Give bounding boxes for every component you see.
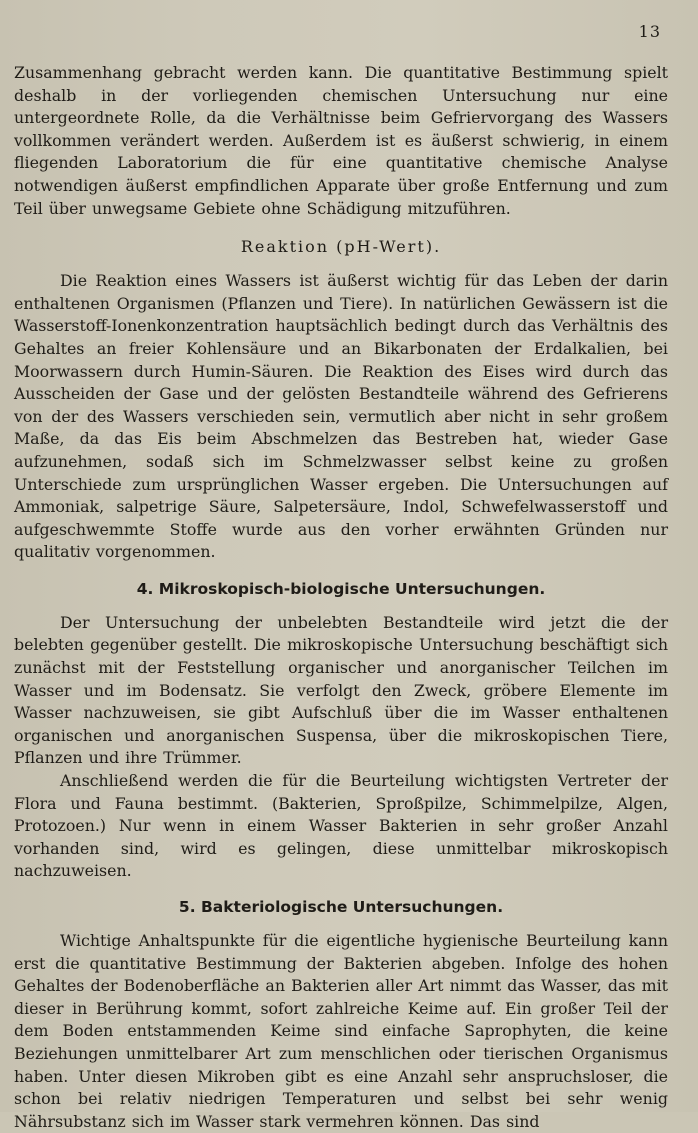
paragraph-section-5: Wichtige Anhaltspunkte für die eigentliche hygienische Beurteilung kann erst die quantitative Bestimmung der Bakterien abgeben. Infolge des hohen Gehaltes der Bodenoberfläche an Bakterien aller Art nimmt das Wasser, das mit dieser in Berührung kommt, sofort zahlreiche Keime auf. Ein großer Teil der dem Boden entstammenden Keime sind einfache Saprophyten, die keine Beziehungen unmittelbarer Art zum menschlichen oder tierischen Organismus haben. Unter diesen Mikroben gibt es eine Anzahl sehr anspruchsloser, die schon bei relativ niedrigen Temperaturen und selbst bei sehr wenig Nährsubstanz sich im Wasser stark vermehren können. Das sind (14, 931, 668, 1131)
paragraph-reaktion: Die Reaktion eines Wassers ist äußerst wichtig für das Leben der darin enthaltenen Organismen (Pflanzen und Tiere). In natürlichen Gewässern ist die Wasserstoff-Ionenkonzentration hauptsächlich bedingt durch das Verhältnis des Gehaltes an freier Kohlensäure und an Bikarbonaten der Erdalkalien, bei Moorwassern durch Humin-Säuren. Die Reaktion des Eises wird durch das Ausscheiden der Gase und der gelösten Bestandteile während des Gefrierens von der des Wassers verschieden sein, vermutlich aber nicht in sehr großem Maße, da das Eis beim Abschmelzen das Bestreben hat, wieder Gase aufzunehmen, sodaß sich im Schmelzwasser selbst keine zu großen Unterschiede zum ursprünglichen Wasser ergeben. Die Untersuchungen auf Ammoniak, salpetrige Säure, Salpetersäure, Indol, Schwefelwasserstoff und aufgeschwemmte Stoffe wurde aus den vorher erwähnten Gründen nur qualitativ vorgenommen. (14, 271, 668, 562)
heading-reaktion: Reaktion (pH-Wert). (240, 237, 442, 257)
page-content (14, 62, 668, 1133)
heading-section-4: 4. Mikroskopisch-biologische Untersuchungen. (136, 579, 546, 598)
paragraph-intro: Zusammenhang gebracht werden kann. Die quantitative Bestimmung spielt deshalb in der vorliegenden chemischen Untersuchung nur eine untergeordnete Rolle, da die Verhältnisse beim Gefriervorgang des Wassers vollkommen verändert werden. Außerdem ist es äußerst schwierig, in einem fliegenden Laboratorium die für eine quantitative chemische Analyse notwendigen äußerst empfindlichen Apparate über große Entfernung und zum Teil über unwegsame Gebiete ohne Schädigung mitzuführen. (14, 63, 668, 218)
paragraph-section-4a: Der Untersuchung der unbelebten Bestandteile wird jetzt die der belebten gegenüber gestellt. Die mikroskopische Untersuchung beschäftigt sich zunächst mit der Feststellung organischer und anorganischer Teilchen im Wasser und im Bodensatz. Sie verfolgt den Zweck, gröbere Elemente im Wasser nachzuweisen, sie gibt Aufschluß über die im Wasser enthaltenen organischen und anorganischen Suspensa, über die mikroskopischen Tiere, Pflanzen und ihre Trümmer. (14, 612, 668, 768)
heading-section-5: 5. Bakteriologische Untersuchungen. (178, 898, 504, 916)
page-number: 13 (638, 22, 661, 41)
paragraph-section-4b: Anschließend werden die für die Beurteilung wichtigsten Vertreter der Flora und Fauna bestimmt. (Bakterien, Sproßpilze, Schimmelpilze, Algen, Protozoen.) Nur wenn in einem Wasser Bakterien in sehr großer Anzahl vorhanden sind, wird es gelingen, diese unmittelbar mikroskopisch nachzuweisen. (14, 771, 668, 881)
